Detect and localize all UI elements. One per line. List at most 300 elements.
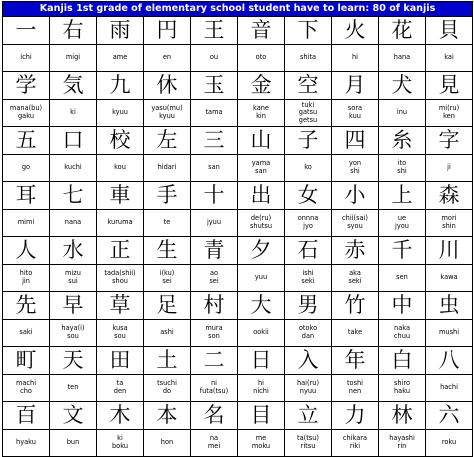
kanji-cell: 男 (285, 292, 332, 320)
kanji-cell: 早 (50, 292, 97, 320)
reading-cell (191, 375, 238, 402)
reading-cell (379, 155, 426, 182)
kanji-cell: 休 (144, 72, 191, 100)
reading-row (3, 100, 473, 127)
kanji-row (3, 17, 473, 45)
reading-cell (332, 155, 379, 182)
reading-cell (97, 210, 144, 237)
kanji-cell: 青 (191, 237, 238, 265)
reading-cell (144, 45, 191, 72)
reading-cell (191, 155, 238, 182)
reading-text: mizu (65, 269, 81, 278)
reading-cell (238, 375, 285, 402)
reading-text: te (163, 218, 171, 227)
reading-cell (426, 100, 473, 127)
kanji-row (3, 292, 473, 320)
kanji-cell: 千 (379, 237, 426, 265)
reading-cell (97, 320, 144, 347)
reading-text: nen (348, 387, 362, 395)
reading-cell (379, 375, 426, 402)
kanji-cell: 日 (238, 347, 285, 375)
reading-text: bun (66, 438, 80, 447)
kanji-cell: 手 (144, 182, 191, 210)
reading-text: cho (20, 387, 32, 395)
reading-text: hi (257, 379, 264, 388)
reading-text: machi (15, 379, 37, 388)
kanji-cell: 林 (379, 402, 426, 430)
kanji-cell: 夕 (238, 237, 285, 265)
reading-cell (3, 320, 50, 347)
reading-cell (285, 320, 332, 347)
reading-cell (144, 100, 191, 127)
reading-text: haya(i) (61, 324, 85, 333)
reading-cell (238, 100, 285, 127)
reading-cell (50, 45, 97, 72)
kanji-cell: 花 (379, 17, 426, 45)
reading-cell (50, 155, 97, 182)
reading-text: aka (349, 269, 361, 278)
reading-text: ao (209, 269, 219, 278)
reading-cell (426, 375, 473, 402)
reading-cell (3, 155, 50, 182)
kanji-cell: 文 (50, 402, 97, 430)
kanji-cell: 入 (285, 347, 332, 375)
reading-text: chikara (342, 434, 368, 443)
kanji-cell: 右 (50, 17, 97, 45)
kanji-cell: 木 (97, 402, 144, 430)
reading-cell (144, 210, 191, 237)
reading-text: kyuu (112, 108, 128, 117)
kanji-cell: 下 (285, 17, 332, 45)
reading-cell (379, 45, 426, 72)
reading-cell (238, 45, 285, 72)
reading-text: kin (256, 112, 266, 120)
reading-text: sou (67, 332, 79, 340)
reading-cell (379, 430, 426, 457)
reading-cell (50, 210, 97, 237)
kanji-cell: 田 (97, 347, 144, 375)
reading-cell (191, 45, 238, 72)
reading-text: tuki (301, 100, 315, 109)
reading-text: hi (351, 53, 358, 62)
reading-text: otoko (298, 324, 318, 333)
reading-row (3, 210, 473, 237)
reading-cell (426, 320, 473, 347)
reading-text: jin (22, 277, 30, 285)
reading-text: seki (301, 277, 315, 285)
reading-cell (191, 430, 238, 457)
reading-text: ken (443, 112, 455, 120)
reading-cell (97, 100, 144, 127)
reading-cell (144, 320, 191, 347)
reading-text: hai(ru) (296, 379, 320, 388)
reading-text: mei (207, 442, 221, 450)
reading-text: naka (394, 324, 410, 333)
reading-cell (191, 100, 238, 127)
kanji-cell: 足 (144, 292, 191, 320)
kanji-cell: 立 (285, 402, 332, 430)
kanji-row (3, 402, 473, 430)
reading-cell (50, 265, 97, 292)
reading-cell (238, 210, 285, 237)
reading-text: syou (347, 222, 363, 230)
kanji-cell: 石 (285, 237, 332, 265)
kanji-table (2, 1, 473, 457)
reading-cell (379, 100, 426, 127)
reading-text: seki (348, 277, 362, 285)
reading-cell (50, 375, 97, 402)
reading-text: shi (350, 167, 360, 175)
reading-text: kane (253, 104, 269, 113)
reading-cell (238, 430, 285, 457)
reading-text: mana(bu) (9, 104, 43, 113)
kanji-cell: 三 (191, 127, 238, 155)
reading-cell (191, 210, 238, 237)
reading-text: nichi (253, 387, 269, 395)
reading-text: boku (111, 442, 128, 450)
kanji-cell: 火 (332, 17, 379, 45)
kanji-cell: 字 (426, 127, 473, 155)
reading-text: nana (64, 218, 82, 227)
reading-text: hayashi (389, 434, 415, 443)
reading-text: riki (349, 442, 361, 450)
reading-cell (426, 45, 473, 72)
kanji-cell: 目 (238, 402, 285, 430)
kanji-cell: 雨 (97, 17, 144, 45)
reading-text: kuchi (64, 163, 82, 172)
kanji-cell: 車 (97, 182, 144, 210)
reading-text: kusa (112, 324, 128, 333)
kanji-cell: 草 (97, 292, 144, 320)
kanji-cell: 九 (97, 72, 144, 100)
reading-text: shi (397, 167, 407, 175)
kanji-cell: 七 (50, 182, 97, 210)
reading-cell (332, 430, 379, 457)
reading-cell (50, 320, 97, 347)
reading-text: yama (251, 159, 271, 168)
kanji-cell: 正 (97, 237, 144, 265)
reading-text: ta(tsu) (297, 434, 319, 443)
reading-cell (332, 210, 379, 237)
reading-cell (97, 265, 144, 292)
reading-text: chii(sai) (342, 214, 368, 223)
kanji-cell: 耳 (3, 182, 50, 210)
reading-cell (426, 430, 473, 457)
kanji-cell: 見 (426, 72, 473, 100)
reading-cell (285, 375, 332, 402)
reading-text: sen (396, 273, 408, 282)
kanji-cell: 八 (426, 347, 473, 375)
reading-text: jyou (395, 222, 409, 230)
reading-cell (144, 265, 191, 292)
reading-text: jyo (303, 222, 313, 230)
kanji-cell: 白 (379, 347, 426, 375)
kanji-cell: 玉 (191, 72, 238, 100)
reading-text: ji (447, 163, 451, 172)
reading-text: tama (205, 108, 223, 117)
reading-cell (3, 430, 50, 457)
kanji-cell: 子 (285, 127, 332, 155)
reading-text: take (347, 328, 363, 337)
kanji-cell: 金 (238, 72, 285, 100)
kanji-cell: 口 (50, 127, 97, 155)
reading-text: san (255, 167, 267, 175)
kanji-cell: 先 (3, 292, 50, 320)
reading-cell (332, 100, 379, 127)
reading-cell (332, 375, 379, 402)
reading-text: jyuu (206, 218, 222, 227)
kanji-cell: 上 (379, 182, 426, 210)
reading-cell (3, 45, 50, 72)
reading-text: san (208, 163, 220, 172)
kanji-cell: 一 (3, 17, 50, 45)
reading-text: ichi (20, 53, 32, 62)
kanji-cell: 水 (50, 237, 97, 265)
reading-text: son (208, 332, 220, 340)
kanji-cell: 校 (97, 127, 144, 155)
reading-text: migi (65, 53, 81, 62)
reading-text: futa(tsu) (199, 387, 229, 395)
kanji-cell: 土 (144, 347, 191, 375)
kanji-cell: 天 (50, 347, 97, 375)
reading-cell (285, 155, 332, 182)
kanji-cell: 人 (3, 237, 50, 265)
reading-cell (238, 155, 285, 182)
reading-row (3, 320, 473, 347)
reading-text: yuu (254, 273, 268, 282)
reading-text: mushi (438, 328, 460, 337)
reading-cell (426, 210, 473, 237)
reading-cell (238, 265, 285, 292)
reading-cell (3, 100, 50, 127)
reading-cell (191, 265, 238, 292)
reading-text: dan (301, 332, 315, 340)
kanji-cell: 出 (238, 182, 285, 210)
reading-text: kyuu (159, 112, 175, 120)
kanji-cell: 空 (285, 72, 332, 100)
kanji-cell: 川 (426, 237, 473, 265)
reading-text: chuu (393, 332, 411, 340)
reading-text: mori (441, 214, 457, 223)
reading-cell (144, 155, 191, 182)
reading-cell (379, 320, 426, 347)
reading-text: kou (114, 163, 126, 172)
kanji-cell: 百 (3, 402, 50, 430)
reading-text: sei (162, 277, 172, 285)
reading-text: do (162, 387, 172, 395)
reading-text: roku (441, 438, 457, 447)
reading-cell (285, 210, 332, 237)
reading-text: na (209, 434, 219, 443)
reading-text: en (162, 53, 172, 62)
reading-text: tada(shii) (104, 269, 136, 278)
reading-text: sou (114, 332, 126, 340)
reading-text: hon (160, 438, 174, 447)
reading-text: shita (299, 53, 317, 62)
kanji-cell: 竹 (332, 292, 379, 320)
reading-text: shou (112, 277, 128, 285)
kanji-cell: 十 (191, 182, 238, 210)
reading-row (3, 430, 473, 457)
kanji-cell: 小 (332, 182, 379, 210)
reading-text: ishi (302, 269, 314, 278)
reading-cell (97, 155, 144, 182)
reading-cell (97, 375, 144, 402)
reading-text: shiro (393, 379, 411, 388)
reading-text: oto (255, 53, 267, 62)
reading-text: kawa (440, 273, 458, 282)
reading-text: sora (347, 104, 363, 113)
reading-cell (97, 45, 144, 72)
kanji-cell: 音 (238, 17, 285, 45)
kanji-cell: 月 (332, 72, 379, 100)
reading-text: haku (393, 387, 410, 395)
reading-text: inu (396, 108, 408, 117)
kanji-cell: 五 (3, 127, 50, 155)
reading-text: onnna (297, 214, 319, 223)
kanji-cell: 中 (379, 292, 426, 320)
kanji-cell: 力 (332, 402, 379, 430)
reading-text: mimi (17, 218, 35, 227)
reading-cell (426, 155, 473, 182)
kanji-row (3, 182, 473, 210)
reading-text: kuruma (107, 218, 133, 227)
reading-text: mura (205, 324, 223, 333)
kanji-cell: 村 (191, 292, 238, 320)
reading-text: shutsu (250, 222, 272, 230)
reading-cell (285, 265, 332, 292)
reading-text: tsuchi (157, 379, 177, 388)
reading-cell (426, 265, 473, 292)
kanji-row (3, 237, 473, 265)
reading-text: kai (444, 53, 454, 62)
reading-text: hidari (157, 163, 177, 172)
reading-cell (50, 430, 97, 457)
reading-text: de(ru) (250, 214, 272, 223)
kanji-cell: 学 (3, 72, 50, 100)
kanji-cell: 二 (191, 347, 238, 375)
reading-text: moku (251, 442, 271, 450)
reading-text: sei (209, 277, 219, 285)
reading-text: mi(ru) (438, 104, 460, 113)
kanji-cell: 生 (144, 237, 191, 265)
reading-text: ritsu (300, 442, 316, 450)
reading-row (3, 155, 473, 182)
reading-text: den (113, 387, 127, 395)
reading-text: hyaku (16, 438, 36, 447)
kanji-cell: 四 (332, 127, 379, 155)
kanji-cell: 年 (332, 347, 379, 375)
reading-cell (332, 45, 379, 72)
kanji-row (3, 347, 473, 375)
reading-text: yon (348, 159, 362, 168)
kanji-cell: 赤 (332, 237, 379, 265)
reading-text: ookii (253, 328, 269, 337)
reading-text: sui (68, 277, 78, 285)
kanji-cell: 気 (50, 72, 97, 100)
reading-text: me (255, 434, 267, 443)
reading-cell (3, 210, 50, 237)
reading-row (3, 375, 473, 402)
reading-cell (285, 45, 332, 72)
reading-text: i(ku) (159, 269, 175, 278)
reading-text: nyuu (299, 387, 317, 395)
reading-cell (97, 430, 144, 457)
kanji-row (3, 72, 473, 100)
kanji-cell: 虫 (426, 292, 473, 320)
reading-cell (285, 430, 332, 457)
kanji-cell: 糸 (379, 127, 426, 155)
reading-text: shin (442, 222, 456, 230)
reading-text: ta (116, 379, 124, 388)
reading-text: hana (393, 53, 411, 62)
kanji-cell: 円 (144, 17, 191, 45)
reading-text: ashi (160, 328, 174, 337)
reading-cell (332, 265, 379, 292)
kanji-cell: 女 (285, 182, 332, 210)
kanji-cell: 森 (426, 182, 473, 210)
kanji-cell: 貝 (426, 17, 473, 45)
header-row (3, 2, 473, 17)
kanji-chart (2, 1, 472, 457)
reading-cell (238, 320, 285, 347)
reading-cell (144, 375, 191, 402)
reading-row (3, 265, 473, 292)
reading-cell (379, 265, 426, 292)
reading-text: ou (209, 53, 219, 62)
reading-text: ame (112, 53, 128, 62)
reading-text: go (21, 163, 31, 172)
reading-cell (144, 430, 191, 457)
reading-cell (3, 375, 50, 402)
reading-text: ko (304, 163, 312, 172)
reading-cell (379, 210, 426, 237)
kanji-cell: 町 (3, 347, 50, 375)
reading-text: gaku (17, 112, 35, 120)
kanji-cell: 大 (238, 292, 285, 320)
kanji-cell: 六 (426, 402, 473, 430)
reading-text: kuu (349, 112, 361, 120)
kanji-row (3, 127, 473, 155)
reading-cell (285, 100, 332, 127)
reading-cell (332, 320, 379, 347)
reading-cell (50, 100, 97, 127)
reading-text: hachi (440, 383, 458, 392)
kanji-cell: 犬 (379, 72, 426, 100)
kanji-cell: 本 (144, 402, 191, 430)
reading-text: ito (397, 159, 407, 168)
reading-text: ue (397, 214, 407, 223)
reading-text: saki (19, 328, 33, 337)
table-title: Kanjis 1st grade of elementary school student have to learn: 80 of kanjis (3, 2, 473, 17)
reading-text: ten (67, 383, 79, 392)
reading-text: toshi (346, 379, 364, 388)
reading-text: gatsu (298, 108, 318, 117)
reading-cell (3, 265, 50, 292)
reading-text: getsu (298, 115, 318, 124)
kanji-cell: 山 (238, 127, 285, 155)
reading-row (3, 45, 473, 72)
reading-text: ki (70, 108, 76, 117)
reading-text: ki (117, 434, 123, 443)
kanji-cell: 左 (144, 127, 191, 155)
reading-text: rin (397, 442, 407, 450)
reading-text: yasu(mu) (151, 104, 183, 113)
reading-text: ni (210, 379, 217, 388)
kanji-cell: 王 (191, 17, 238, 45)
reading-text: hito (19, 269, 33, 278)
kanji-cell: 名 (191, 402, 238, 430)
